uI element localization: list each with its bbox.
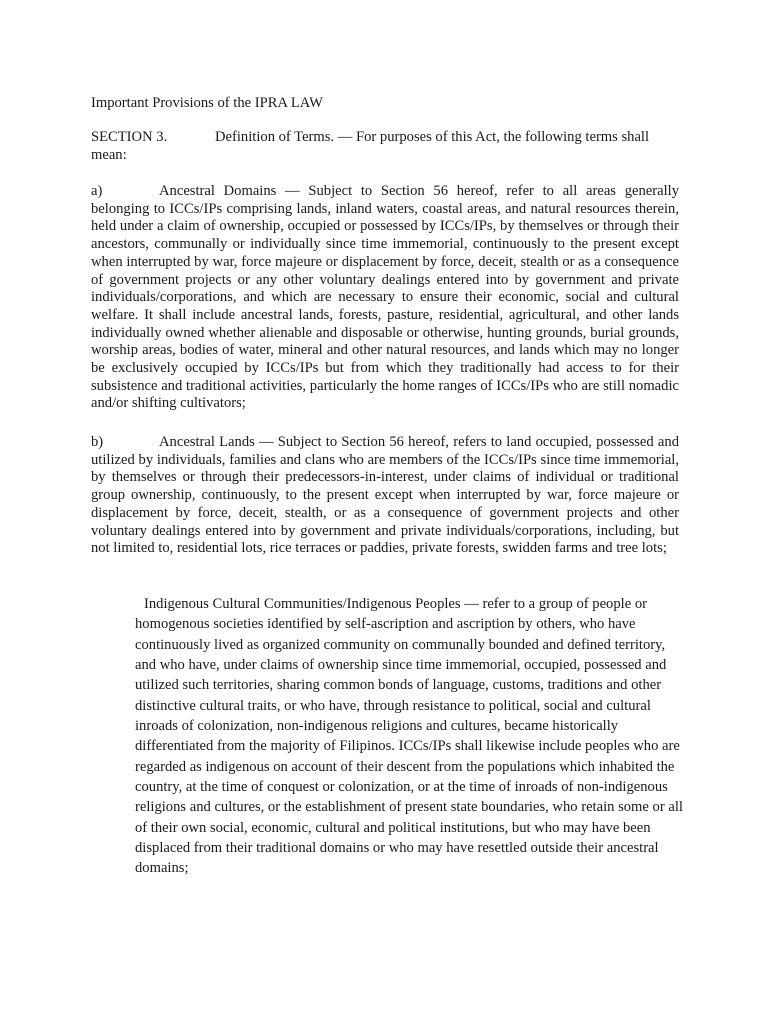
definition-text: Ancestral Lands — Subject to Section 56 hereof, refers to land occupied, possessed and utilized by individuals, families and clans who are members of the ICCs/IPs since time immemorial, by themselves or through their predecessors-in-interest, under claims of individual or traditional group ownership, continuously, to the present except when interrupted by war, force majeure or displacement by force, deceit, stealth, or as a consequence of government projects and other voluntary dealings entered into by government and private individuals/corporations, including, but not limited to, residential lots, rice terraces or paddies, private forests, swidden farms and tree lots; <box>91 434 679 557</box>
definition-text: Ancestral Domains — Subject to Section 56 hereof, refer to all areas generally belonging to ICCs/IPs comprising lands, inland waters, coastal areas, and natural resources therein, held under a claim of ownership, occupied or possessed by ICCs/IPs, by themselves or through their ancestors, communally or individually since time immemorial, continuously to the present except when interrupted by war, force majeure or displacement by force, deceit, stealth or as a consequence of government projects or any other voluntary dealings entered into by government and private individuals/corporations, and which are necessary to ensure their economic, social and cultural welfare. It shall include ancestral lands, forests, pasture, residential, agricultural, and other lands individually owned whether alienable and disposable or otherwise, hunting grounds, burial grounds, worship areas, bodies of water, mineral and other natural resources, and lands which may no longer be exclusively occupied by ICCs/IPs but from which they traditionally had access to for their subsistence and traditional activities, particularly the home ranges of ICCs/IPs who are still nomadic and/or shifting cultivators; <box>91 183 679 412</box>
definition-label: a) <box>91 183 103 199</box>
definition-label: b) <box>91 434 104 450</box>
definition-ancestral-lands <box>91 434 679 558</box>
section-heading-text: Definition of Terms. — For purposes of this Act, the following terms shall mean: <box>91 129 650 163</box>
section-heading <box>91 128 679 164</box>
definition-ancestral-domains <box>91 183 679 413</box>
section-number: SECTION 3. <box>91 129 168 145</box>
document-title: Important Provisions of the IPRA LAW <box>91 95 323 111</box>
definition-indigenous-peoples: Indigenous Cultural Communities/Indigenous Peoples — refer to a group of people or homogenous societies identified by self-ascription and ascription by others, who have continuously lived as organized community on communally bounded and defined territory, and who have, under claims of ownership since time immemorial, occupied, possessed and utilized such territories, sharing common bonds of language, customs, traditions and other distinctive cultural traits, or who have, through resistance to political, social and cultural inroads of colonization, non-indigenous religions and cultures, became historically differentiated from the majority of Filipinos. ICCs/IPs shall likewise include peoples who are regarded as indigenous on account of their descent from the populations which inhabited the country, at the time of conquest or colonization, or at the time of inroads of non-indigenous religions and cultures, or the establishment of present state boundaries, who retain some or all of their own social, economic, cultural and political institutions, but who may have been displaced from their traditional domains or who may have resettled outside their ancestral domains; <box>135 596 683 877</box>
